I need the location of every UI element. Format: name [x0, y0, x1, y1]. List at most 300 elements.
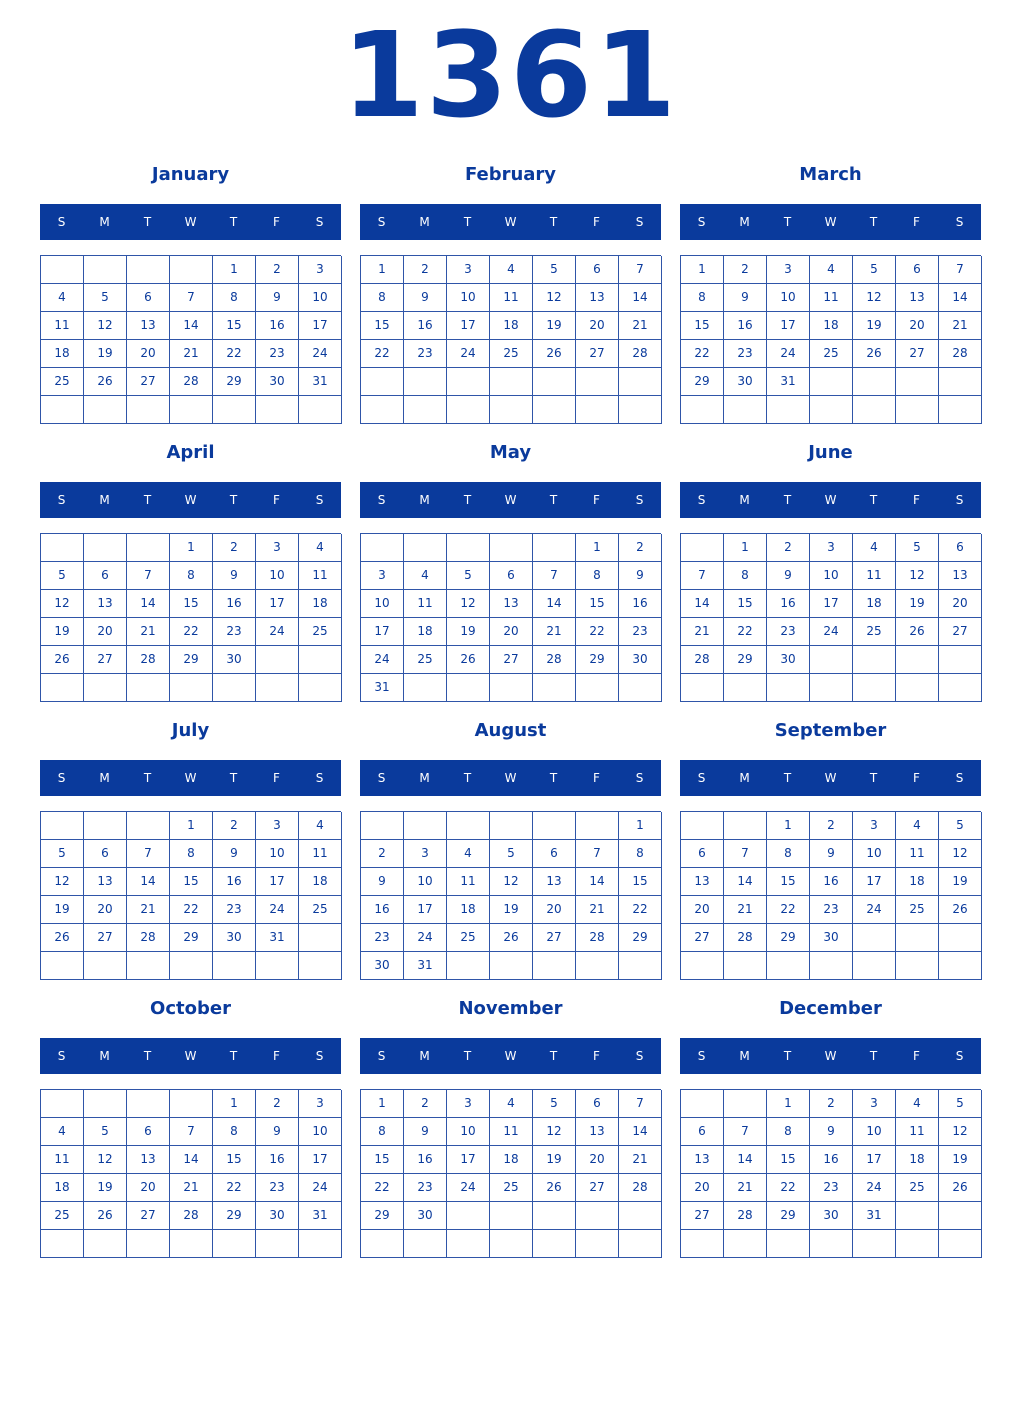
empty-cell — [576, 1202, 619, 1230]
day-grid — [360, 533, 661, 702]
empty-cell — [724, 396, 767, 424]
day-cell: 14 — [681, 590, 724, 618]
weekday-label: S — [315, 493, 324, 507]
day-cell: 22 — [213, 1174, 256, 1202]
day-cell: 9 — [810, 1118, 853, 1146]
day-cell: 27 — [939, 618, 982, 646]
day-cell: 6 — [681, 840, 724, 868]
weekday-label: T — [229, 493, 238, 507]
day-cell: 2 — [256, 1090, 299, 1118]
day-cell: 10 — [447, 1118, 490, 1146]
weekday-label: M — [419, 215, 430, 229]
day-cell: 12 — [41, 590, 84, 618]
day-cell: 7 — [724, 840, 767, 868]
day-cell: 23 — [810, 896, 853, 924]
empty-cell — [896, 1230, 939, 1258]
day-cell: 22 — [767, 896, 810, 924]
day-cell: 30 — [767, 646, 810, 674]
day-cell: 14 — [619, 1118, 662, 1146]
weekday-label: W — [824, 1049, 837, 1063]
day-cell: 2 — [810, 812, 853, 840]
day-cell: 8 — [361, 284, 404, 312]
day-cell: 8 — [619, 840, 662, 868]
day-cell: 10 — [299, 284, 342, 312]
weekday-label: F — [593, 215, 600, 229]
weekday-label: S — [315, 1049, 324, 1063]
empty-cell — [361, 368, 404, 396]
weekday-header — [680, 760, 981, 796]
day-cell: 22 — [170, 618, 213, 646]
day-cell: 13 — [84, 868, 127, 896]
day-cell: 4 — [490, 1090, 533, 1118]
day-cell: 6 — [681, 1118, 724, 1146]
month-name: December — [779, 998, 882, 1019]
day-cell: 27 — [681, 924, 724, 952]
day-cell: 23 — [767, 618, 810, 646]
day-cell: 18 — [896, 1146, 939, 1174]
day-cell: 1 — [213, 1090, 256, 1118]
day-cell: 8 — [213, 284, 256, 312]
day-cell: 17 — [447, 312, 490, 340]
day-cell: 8 — [576, 562, 619, 590]
day-grid — [680, 533, 981, 702]
day-cell: 10 — [404, 868, 447, 896]
empty-cell — [127, 674, 170, 702]
weekday-label: T — [869, 215, 878, 229]
day-cell: 3 — [299, 256, 342, 284]
day-cell: 29 — [619, 924, 662, 952]
day-cell: 19 — [896, 590, 939, 618]
weekday-label: S — [697, 493, 706, 507]
day-cell: 28 — [576, 924, 619, 952]
empty-cell — [681, 812, 724, 840]
day-cell: 24 — [853, 1174, 896, 1202]
empty-cell — [447, 674, 490, 702]
day-cell: 6 — [84, 840, 127, 868]
weekday-label: S — [377, 771, 386, 785]
day-cell: 27 — [127, 1202, 170, 1230]
empty-cell — [361, 396, 404, 424]
day-cell: 7 — [533, 562, 576, 590]
day-cell: 19 — [853, 312, 896, 340]
day-cell: 25 — [896, 896, 939, 924]
day-cell: 23 — [810, 1174, 853, 1202]
empty-cell — [681, 1230, 724, 1258]
empty-cell — [170, 396, 213, 424]
day-cell: 29 — [724, 646, 767, 674]
empty-cell — [490, 368, 533, 396]
weekday-header — [40, 204, 341, 240]
day-cell: 2 — [724, 256, 767, 284]
empty-cell — [127, 396, 170, 424]
day-cell: 25 — [810, 340, 853, 368]
empty-cell — [619, 674, 662, 702]
day-grid — [360, 811, 661, 980]
day-cell: 30 — [724, 368, 767, 396]
empty-cell — [213, 952, 256, 980]
day-cell: 20 — [490, 618, 533, 646]
day-cell: 21 — [127, 896, 170, 924]
day-cell: 22 — [361, 1174, 404, 1202]
day-cell: 12 — [939, 840, 982, 868]
empty-cell — [41, 952, 84, 980]
empty-cell — [853, 368, 896, 396]
weekday-label: M — [739, 493, 750, 507]
day-cell: 28 — [127, 646, 170, 674]
empty-cell — [576, 1230, 619, 1258]
month-name: August — [474, 720, 547, 741]
empty-cell — [896, 952, 939, 980]
day-cell: 16 — [724, 312, 767, 340]
day-cell: 29 — [170, 924, 213, 952]
day-cell: 24 — [404, 924, 447, 952]
day-cell: 4 — [490, 256, 533, 284]
day-cell: 14 — [724, 868, 767, 896]
day-cell: 30 — [810, 924, 853, 952]
empty-cell — [84, 812, 127, 840]
empty-cell — [361, 534, 404, 562]
day-cell: 1 — [361, 256, 404, 284]
day-cell: 3 — [447, 1090, 490, 1118]
empty-cell — [41, 1090, 84, 1118]
weekday-label: F — [273, 215, 280, 229]
day-cell: 11 — [896, 1118, 939, 1146]
day-cell: 21 — [939, 312, 982, 340]
day-cell: 20 — [576, 1146, 619, 1174]
day-cell: 17 — [853, 1146, 896, 1174]
empty-cell — [681, 534, 724, 562]
weekday-label: T — [463, 1049, 472, 1063]
empty-cell — [127, 1090, 170, 1118]
weekday-label: S — [635, 493, 644, 507]
day-cell: 2 — [619, 534, 662, 562]
day-cell: 9 — [256, 284, 299, 312]
weekday-header — [40, 1038, 341, 1074]
day-cell: 13 — [84, 590, 127, 618]
day-cell: 4 — [810, 256, 853, 284]
day-cell: 6 — [533, 840, 576, 868]
day-cell: 20 — [127, 1174, 170, 1202]
day-cell: 11 — [490, 1118, 533, 1146]
weekday-label: T — [783, 493, 792, 507]
day-cell: 5 — [533, 256, 576, 284]
day-cell: 16 — [256, 312, 299, 340]
day-cell: 10 — [256, 562, 299, 590]
weekday-label: W — [824, 493, 837, 507]
day-cell: 5 — [533, 1090, 576, 1118]
day-cell: 18 — [41, 340, 84, 368]
day-cell: 6 — [939, 534, 982, 562]
day-cell: 23 — [256, 340, 299, 368]
day-cell: 1 — [681, 256, 724, 284]
day-cell: 28 — [619, 340, 662, 368]
day-cell: 1 — [576, 534, 619, 562]
weekday-label: W — [184, 215, 197, 229]
day-cell: 1 — [767, 812, 810, 840]
empty-cell — [404, 368, 447, 396]
day-cell: 3 — [256, 534, 299, 562]
empty-cell — [724, 674, 767, 702]
day-cell: 24 — [299, 340, 342, 368]
day-cell: 31 — [853, 1202, 896, 1230]
weekday-label: W — [504, 215, 517, 229]
day-cell: 23 — [213, 896, 256, 924]
empty-cell — [490, 952, 533, 980]
day-cell: 5 — [490, 840, 533, 868]
empty-cell — [619, 396, 662, 424]
empty-cell — [299, 1230, 342, 1258]
day-cell: 12 — [84, 1146, 127, 1174]
day-cell: 18 — [41, 1174, 84, 1202]
day-cell: 28 — [939, 340, 982, 368]
weekday-label: S — [57, 493, 66, 507]
empty-cell — [299, 396, 342, 424]
day-grid — [360, 1089, 661, 1258]
weekday-label: M — [419, 1049, 430, 1063]
weekday-label: S — [57, 1049, 66, 1063]
day-cell: 23 — [404, 1174, 447, 1202]
day-grid — [40, 533, 341, 702]
day-cell: 12 — [896, 562, 939, 590]
day-cell: 20 — [127, 340, 170, 368]
day-cell: 12 — [533, 284, 576, 312]
empty-cell — [404, 674, 447, 702]
day-cell: 1 — [361, 1090, 404, 1118]
day-cell: 16 — [361, 896, 404, 924]
day-cell: 17 — [256, 590, 299, 618]
weekday-header — [40, 482, 341, 518]
day-cell: 2 — [213, 534, 256, 562]
day-cell: 28 — [170, 1202, 213, 1230]
day-cell: 6 — [896, 256, 939, 284]
day-cell: 11 — [299, 562, 342, 590]
day-cell: 22 — [361, 340, 404, 368]
weekday-label: T — [229, 771, 238, 785]
day-cell: 11 — [490, 284, 533, 312]
day-cell: 5 — [41, 840, 84, 868]
day-cell: 24 — [256, 896, 299, 924]
weekday-label: S — [635, 771, 644, 785]
day-cell: 21 — [533, 618, 576, 646]
day-cell: 20 — [84, 618, 127, 646]
day-cell: 23 — [361, 924, 404, 952]
day-cell: 26 — [853, 340, 896, 368]
day-cell: 15 — [767, 1146, 810, 1174]
day-cell: 15 — [213, 312, 256, 340]
day-cell: 10 — [853, 840, 896, 868]
day-grid — [680, 255, 981, 424]
day-cell: 14 — [127, 590, 170, 618]
day-cell: 9 — [256, 1118, 299, 1146]
day-cell: 6 — [84, 562, 127, 590]
empty-cell — [533, 1230, 576, 1258]
day-cell: 21 — [170, 1174, 213, 1202]
day-cell: 31 — [767, 368, 810, 396]
day-cell: 5 — [896, 534, 939, 562]
day-cell: 12 — [853, 284, 896, 312]
day-cell: 18 — [299, 590, 342, 618]
day-cell: 14 — [619, 284, 662, 312]
day-cell: 16 — [256, 1146, 299, 1174]
month-may — [360, 438, 661, 708]
empty-cell — [767, 1230, 810, 1258]
day-cell: 29 — [213, 368, 256, 396]
empty-cell — [256, 952, 299, 980]
day-cell: 11 — [447, 868, 490, 896]
day-cell: 13 — [681, 868, 724, 896]
day-grid — [680, 1089, 981, 1258]
day-cell: 5 — [939, 812, 982, 840]
empty-cell — [41, 1230, 84, 1258]
empty-cell — [619, 952, 662, 980]
day-cell: 19 — [41, 896, 84, 924]
day-cell: 24 — [256, 618, 299, 646]
day-cell: 22 — [576, 618, 619, 646]
empty-cell — [41, 674, 84, 702]
day-cell: 5 — [447, 562, 490, 590]
day-cell: 22 — [767, 1174, 810, 1202]
day-cell: 16 — [213, 590, 256, 618]
day-cell: 8 — [681, 284, 724, 312]
empty-cell — [84, 534, 127, 562]
empty-cell — [853, 924, 896, 952]
weekday-label: S — [955, 771, 964, 785]
day-cell: 16 — [404, 1146, 447, 1174]
day-cell: 18 — [853, 590, 896, 618]
month-november — [360, 994, 661, 1264]
weekday-header — [40, 760, 341, 796]
month-october — [40, 994, 341, 1264]
weekday-label: S — [635, 215, 644, 229]
empty-cell — [404, 812, 447, 840]
day-grid — [360, 255, 661, 424]
empty-cell — [853, 1230, 896, 1258]
day-cell: 17 — [767, 312, 810, 340]
empty-cell — [810, 674, 853, 702]
day-cell: 19 — [447, 618, 490, 646]
weekday-label: T — [869, 493, 878, 507]
weekday-label: S — [697, 215, 706, 229]
day-cell: 17 — [853, 868, 896, 896]
weekday-label: W — [824, 771, 837, 785]
day-cell: 23 — [404, 340, 447, 368]
day-cell: 9 — [361, 868, 404, 896]
day-cell: 7 — [724, 1118, 767, 1146]
weekday-label: W — [184, 771, 197, 785]
day-cell: 18 — [810, 312, 853, 340]
day-cell: 10 — [447, 284, 490, 312]
empty-cell — [213, 674, 256, 702]
empty-cell — [810, 368, 853, 396]
day-cell: 27 — [84, 646, 127, 674]
day-cell: 25 — [41, 1202, 84, 1230]
day-cell: 17 — [404, 896, 447, 924]
day-cell: 8 — [361, 1118, 404, 1146]
day-cell: 21 — [576, 896, 619, 924]
day-cell: 26 — [896, 618, 939, 646]
year-title: 1361 — [341, 6, 679, 144]
day-cell: 11 — [299, 840, 342, 868]
empty-cell — [724, 952, 767, 980]
day-cell: 16 — [767, 590, 810, 618]
day-cell: 25 — [299, 618, 342, 646]
day-cell: 5 — [853, 256, 896, 284]
empty-cell — [810, 646, 853, 674]
day-cell: 18 — [404, 618, 447, 646]
day-cell: 17 — [256, 868, 299, 896]
day-cell: 4 — [41, 284, 84, 312]
empty-cell — [767, 674, 810, 702]
day-cell: 9 — [404, 1118, 447, 1146]
weekday-label: M — [99, 771, 110, 785]
weekday-label: T — [869, 771, 878, 785]
weekday-label: M — [419, 771, 430, 785]
day-cell: 6 — [127, 1118, 170, 1146]
day-cell: 24 — [299, 1174, 342, 1202]
month-name: July — [171, 720, 210, 741]
day-cell: 22 — [619, 896, 662, 924]
day-cell: 26 — [84, 368, 127, 396]
day-cell: 11 — [853, 562, 896, 590]
day-cell: 16 — [619, 590, 662, 618]
day-cell: 15 — [767, 868, 810, 896]
empty-cell — [896, 368, 939, 396]
weekday-label: S — [315, 215, 324, 229]
day-cell: 31 — [299, 1202, 342, 1230]
empty-cell — [361, 1230, 404, 1258]
weekday-label: W — [184, 493, 197, 507]
empty-cell — [533, 812, 576, 840]
empty-cell — [724, 1230, 767, 1258]
empty-cell — [939, 646, 982, 674]
empty-cell — [41, 534, 84, 562]
day-cell: 19 — [939, 1146, 982, 1174]
empty-cell — [170, 1090, 213, 1118]
day-cell: 30 — [213, 924, 256, 952]
empty-cell — [256, 646, 299, 674]
empty-cell — [853, 674, 896, 702]
weekday-label: S — [57, 215, 66, 229]
month-january — [40, 160, 341, 430]
empty-cell — [853, 646, 896, 674]
empty-cell — [447, 396, 490, 424]
day-cell: 24 — [767, 340, 810, 368]
empty-cell — [447, 1230, 490, 1258]
day-cell: 30 — [404, 1202, 447, 1230]
weekday-label: T — [143, 493, 152, 507]
weekday-header — [360, 1038, 661, 1074]
day-cell: 12 — [84, 312, 127, 340]
day-cell: 23 — [619, 618, 662, 646]
weekday-label: W — [824, 215, 837, 229]
empty-cell — [447, 812, 490, 840]
day-cell: 5 — [41, 562, 84, 590]
day-cell: 14 — [533, 590, 576, 618]
weekday-label: S — [697, 771, 706, 785]
month-name: January — [151, 164, 230, 185]
day-cell: 25 — [490, 340, 533, 368]
day-cell: 14 — [576, 868, 619, 896]
day-cell: 8 — [213, 1118, 256, 1146]
weekday-label: S — [315, 771, 324, 785]
day-cell: 1 — [767, 1090, 810, 1118]
day-cell: 9 — [619, 562, 662, 590]
day-cell: 30 — [361, 952, 404, 980]
day-cell: 9 — [810, 840, 853, 868]
day-cell: 23 — [213, 618, 256, 646]
day-cell: 13 — [533, 868, 576, 896]
day-cell: 19 — [84, 340, 127, 368]
